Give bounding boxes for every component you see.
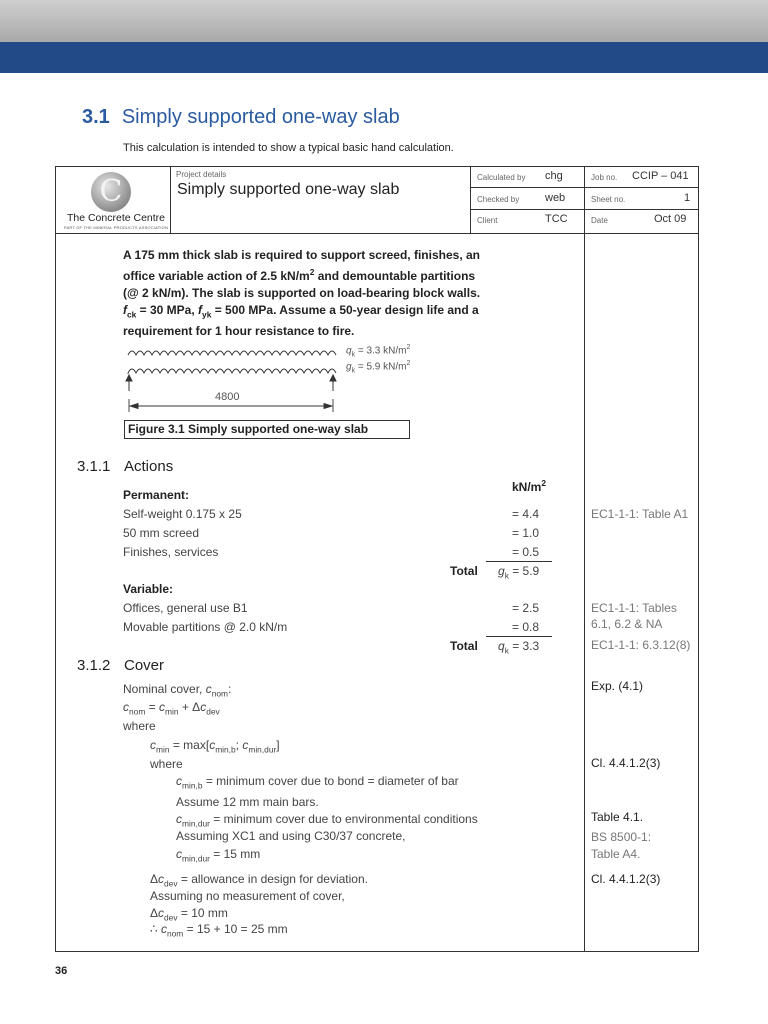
assume-no-measurement: Assuming no measurement of cover, — [150, 889, 345, 903]
ref-tables-cont: 6.1, 6.2 & NA — [591, 617, 663, 631]
cmindur-line: $c_{min,dur}$ = minimum cover due to environmental conditions — [176, 812, 478, 829]
cdev-definition: $\Delta c_{dev}$ = allowance in design for deviation. — [150, 872, 368, 889]
where-2: where — [150, 757, 183, 771]
offices-label: Offices, general use B1 — [123, 601, 248, 615]
ref-table-4-1: Table 4.1. — [591, 810, 644, 824]
intro-text: This calculation is intended to show a typical basic hand calculation. — [123, 142, 454, 154]
top-blue-band — [0, 42, 768, 73]
gk-load-arcs — [128, 369, 336, 373]
header-bottom-rule — [55, 233, 699, 234]
logo-name: The Concrete Centre — [66, 212, 166, 224]
qk-label: $q_k = 3.3$ $kN/m^2$ — [346, 344, 411, 359]
section-title: Simply supported one-way slab — [121, 106, 400, 128]
nominal-cover-line: Nominal cover, $c_{nom}$: — [123, 682, 232, 699]
qk-total: $q_k = 3.3$ — [498, 639, 540, 656]
cnom-equation: $c_{nom} = c_{min} + \Delta c_{dev}$ — [123, 700, 220, 717]
ref-bs8500: BS 8500-1: — [591, 830, 652, 844]
self-weight-label: Self-weight 0.175 x 25 — [123, 507, 242, 521]
cdev-value: $\Delta c_{dev} = 10$ mm — [150, 906, 228, 923]
span-label: 4800 — [215, 391, 240, 403]
logo-subtitle: PART OF THE MINERAL PRODUCTS ASSOCIATION — [63, 225, 169, 230]
checked-by-value: web — [545, 192, 566, 204]
ref-cl-2: Cl. 4.4.1.2(3) — [591, 872, 661, 886]
cminb-line: $c_{min,b}$ = minimum cover due to bond = diameter of bar — [176, 774, 459, 791]
offices-value: = 2.5 — [512, 601, 540, 615]
header-row-rule-2 — [470, 209, 699, 210]
header-divider-1 — [470, 166, 471, 233]
header-row-rule-1 — [470, 187, 699, 188]
variable-label: Variable: — [123, 582, 174, 596]
ref-exp-4-1: Exp. (4.1) — [591, 679, 644, 693]
page-number: 36 — [55, 965, 68, 977]
ref-6-3-12: EC1-1-1: 6.3.12(8) — [591, 638, 691, 652]
gk-label: $g_k = 5.9$ $kN/m^2$ — [346, 360, 411, 375]
client-value: TCC — [545, 213, 568, 225]
screed-value: = 1.0 — [512, 526, 540, 540]
gk-total: $g_k = 5.9$ — [498, 564, 540, 581]
section-heading — [82, 106, 400, 129]
where-1: where — [123, 719, 156, 733]
qk-load-arcs — [128, 351, 336, 355]
checked-by-label: Checked by — [477, 195, 520, 204]
problem-statement: A 175 mm thick slab is required to support screed, finishes, an office variable action of 2.5 $kN/m^2$ and demountable partitions (@ 2 kN/m). The slab is supported on load-bearing block walls. $f_{ck} = 30$ MPa, $f_{yk} = 500$ MPa. Assume a 50-year design life and a requirement for 1 hour resistance to fire. — [123, 248, 481, 339]
section-number: 3.1 — [82, 106, 110, 128]
top-gray-band — [0, 0, 768, 42]
subsection-actions: 3.1.1 Actions — [77, 458, 174, 475]
assume-12mm: Assume 12 mm main bars. — [176, 795, 319, 809]
project-title: Simply supported one-way slab — [177, 181, 400, 198]
sheet-no-label: Sheet no. — [591, 195, 626, 204]
finishes-value: = 0.5 — [512, 545, 540, 559]
permanent-total-label: Total — [450, 564, 478, 578]
assume-xc1: Assuming XC1 and using C30/37 concrete, — [176, 829, 406, 843]
permanent-label: Permanent: — [123, 488, 190, 502]
job-no-value: CCIP – 041 — [632, 170, 689, 182]
ref-table-a4: Table A4. — [591, 847, 641, 861]
date-value: Oct 09 — [654, 213, 687, 225]
sheet-no-value: 1 — [684, 192, 691, 204]
support-arrows — [126, 375, 336, 391]
permanent-total-rule — [486, 561, 552, 562]
finishes-label: Finishes, services — [123, 545, 219, 559]
concrete-centre-logo: C The Concrete Centre PART OF THE MINERAL PRODUCTS ASSOCIATION — [60, 172, 170, 230]
date-label: Date — [591, 216, 608, 225]
ref-cl-1: Cl. 4.4.1.2(3) — [591, 756, 661, 770]
calc-by-label: Calculated by — [477, 173, 526, 182]
cmindur-value: $c_{min,dur} = 15$ mm — [176, 847, 261, 864]
screed-label: 50 mm screed — [123, 526, 200, 540]
partitions-value: = 0.8 — [512, 620, 540, 634]
job-no-label: Job no. — [591, 173, 618, 182]
self-weight-value: = 4.4 — [512, 507, 540, 521]
variable-total-label: Total — [450, 639, 478, 653]
calc-by-value: chg — [545, 170, 563, 182]
partitions-label: Movable partitions @ 2.0 kN/m — [123, 620, 288, 634]
client-label: Client — [477, 216, 498, 225]
margin-divider — [584, 166, 585, 952]
unit-header: $kN/m^2$ — [512, 478, 547, 494]
ref-tables: EC1-1-1: Tables — [591, 601, 677, 615]
cnom-result: ∴ $c_{nom} = 15 + 10 = 25$ mm — [150, 922, 288, 939]
ref-table-a1: EC1-1-1: Table A1 — [591, 507, 689, 521]
figure-caption: Figure 3.1 Simply supported one-way slab — [124, 420, 410, 439]
subsection-cover: 3.1.2 Cover — [77, 657, 165, 674]
cmin-equation: $c_{min} = \max[c_{min,b}$; $c_{min,dur}$] — [150, 738, 280, 755]
variable-total-rule — [486, 636, 552, 637]
project-details-label: Project details — [176, 170, 227, 179]
